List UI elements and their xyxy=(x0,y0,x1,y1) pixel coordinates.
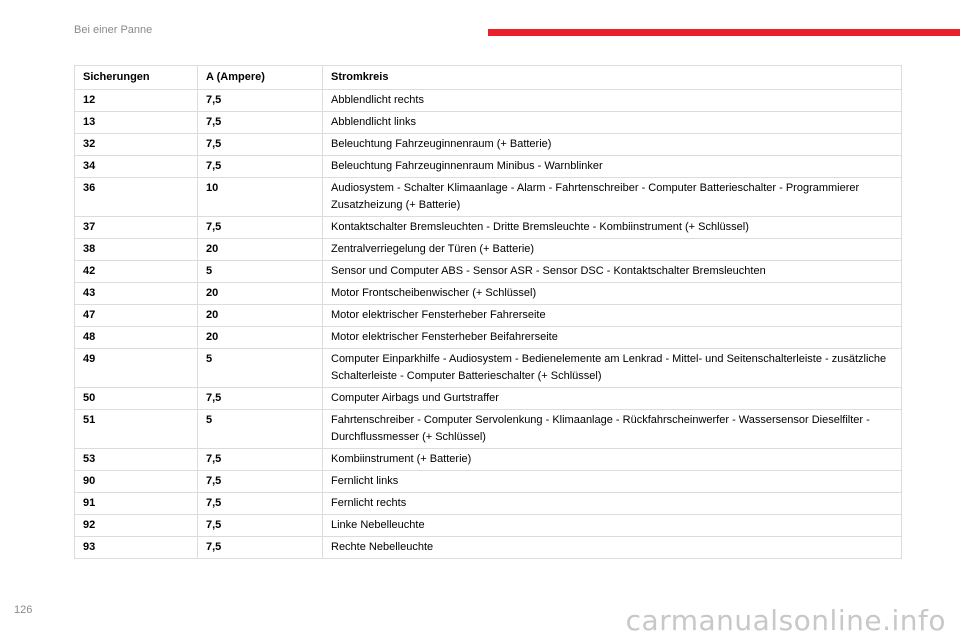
table-row xyxy=(75,388,902,410)
fuse-number-cell: 53 xyxy=(75,449,198,471)
column-header-circuit: Stromkreis xyxy=(323,66,902,90)
ampere-cell: 7,5 xyxy=(198,537,323,559)
table-row xyxy=(75,449,902,471)
ampere-cell: 5 xyxy=(198,410,323,449)
fuse-number-cell: 34 xyxy=(75,156,198,178)
table-body xyxy=(75,90,902,559)
circuit-cell: Kombiinstrument (+ Batterie) xyxy=(323,449,902,471)
table-row xyxy=(75,178,902,217)
table-row xyxy=(75,349,902,388)
ampere-cell: 10 xyxy=(198,178,323,217)
fuse-number-cell: 43 xyxy=(75,283,198,305)
fuse-number-cell: 37 xyxy=(75,217,198,239)
fuse-number-cell: 13 xyxy=(75,112,198,134)
circuit-cell: Rechte Nebelleuchte xyxy=(323,537,902,559)
circuit-cell: Beleuchtung Fahrzeuginnenraum (+ Batterie) xyxy=(323,134,902,156)
circuit-cell: Beleuchtung Fahrzeuginnenraum Minibus - Warnblinker xyxy=(323,156,902,178)
ampere-cell: 7,5 xyxy=(198,515,323,537)
fuse-number-cell: 93 xyxy=(75,537,198,559)
ampere-cell: 5 xyxy=(198,349,323,388)
ampere-cell: 7,5 xyxy=(198,217,323,239)
fuse-number-cell: 47 xyxy=(75,305,198,327)
table-row xyxy=(75,134,902,156)
ampere-cell: 7,5 xyxy=(198,112,323,134)
circuit-cell: Fernlicht rechts xyxy=(323,493,902,515)
circuit-cell: Computer Airbags und Gurtstraffer xyxy=(323,388,902,410)
table-row xyxy=(75,515,902,537)
circuit-cell: Abblendlicht rechts xyxy=(323,90,902,112)
section-title: Bei einer Panne xyxy=(74,24,153,36)
table-row xyxy=(75,493,902,515)
table-row xyxy=(75,327,902,349)
watermark: carmanualsonline.info xyxy=(625,604,946,637)
ampere-cell: 20 xyxy=(198,283,323,305)
fuse-number-cell: 90 xyxy=(75,471,198,493)
table-row xyxy=(75,471,902,493)
fuse-number-cell: 50 xyxy=(75,388,198,410)
table-row xyxy=(75,410,902,449)
circuit-cell: Zentralverriegelung der Türen (+ Batterie) xyxy=(323,239,902,261)
fuse-number-cell: 42 xyxy=(75,261,198,283)
ampere-cell: 7,5 xyxy=(198,493,323,515)
table-row xyxy=(75,283,902,305)
fuse-number-cell: 48 xyxy=(75,327,198,349)
circuit-cell: Fahrtenschreiber - Computer Servolenkung - Klimaanlage - Rückfahrscheinwerfer - Wassersensor Dieselfilter - Durchflussmesser (+ Schlüssel) xyxy=(323,410,902,449)
ampere-cell: 20 xyxy=(198,239,323,261)
table-row xyxy=(75,90,902,112)
ampere-cell: 7,5 xyxy=(198,156,323,178)
fuse-number-cell: 92 xyxy=(75,515,198,537)
fuse-table xyxy=(74,65,902,559)
fuse-number-cell: 51 xyxy=(75,410,198,449)
page-number: 126 xyxy=(14,604,33,616)
table-row xyxy=(75,537,902,559)
circuit-cell: Linke Nebelleuchte xyxy=(323,515,902,537)
fuse-number-cell: 38 xyxy=(75,239,198,261)
table-row xyxy=(75,217,902,239)
circuit-cell: Computer Einparkhilfe - Audiosystem - Bedienelemente am Lenkrad - Mittel- und Seitenschalterleiste - zusätzliche Schalterleiste - Computer Batterieschalter (+ Schlüssel) xyxy=(323,349,902,388)
table-row xyxy=(75,261,902,283)
table-row xyxy=(75,112,902,134)
fuse-number-cell: 12 xyxy=(75,90,198,112)
column-header-ampere: A (Ampere) xyxy=(198,66,323,90)
circuit-cell: Audiosystem - Schalter Klimaanlage - Alarm - Fahrtenschreiber - Computer Batterieschalter - Programmierer Zusatzheizung (+ Batterie) xyxy=(323,178,902,217)
ampere-cell: 7,5 xyxy=(198,388,323,410)
circuit-cell: Motor elektrischer Fensterheber Beifahrerseite xyxy=(323,327,902,349)
fuse-number-cell: 36 xyxy=(75,178,198,217)
ampere-cell: 7,5 xyxy=(198,449,323,471)
circuit-cell: Sensor und Computer ABS - Sensor ASR - Sensor DSC - Kontaktschalter Bremsleuchten xyxy=(323,261,902,283)
circuit-cell: Abblendlicht links xyxy=(323,112,902,134)
ampere-cell: 7,5 xyxy=(198,471,323,493)
circuit-cell: Fernlicht links xyxy=(323,471,902,493)
ampere-cell: 20 xyxy=(198,305,323,327)
table-row xyxy=(75,156,902,178)
section-accent-bar xyxy=(488,29,960,36)
fuse-number-cell: 91 xyxy=(75,493,198,515)
ampere-cell: 7,5 xyxy=(198,134,323,156)
ampere-cell: 5 xyxy=(198,261,323,283)
circuit-cell: Motor Frontscheibenwischer (+ Schlüssel) xyxy=(323,283,902,305)
circuit-cell: Kontaktschalter Bremsleuchten - Dritte Bremsleuchte - Kombiinstrument (+ Schlüssel) xyxy=(323,217,902,239)
ampere-cell: 7,5 xyxy=(198,90,323,112)
fuse-number-cell: 32 xyxy=(75,134,198,156)
ampere-cell: 20 xyxy=(198,327,323,349)
table-row xyxy=(75,239,902,261)
circuit-cell: Motor elektrischer Fensterheber Fahrerseite xyxy=(323,305,902,327)
fuse-number-cell: 49 xyxy=(75,349,198,388)
column-header-fuse: Sicherungen xyxy=(75,66,198,90)
table-row xyxy=(75,305,902,327)
table-header-row xyxy=(75,66,902,90)
